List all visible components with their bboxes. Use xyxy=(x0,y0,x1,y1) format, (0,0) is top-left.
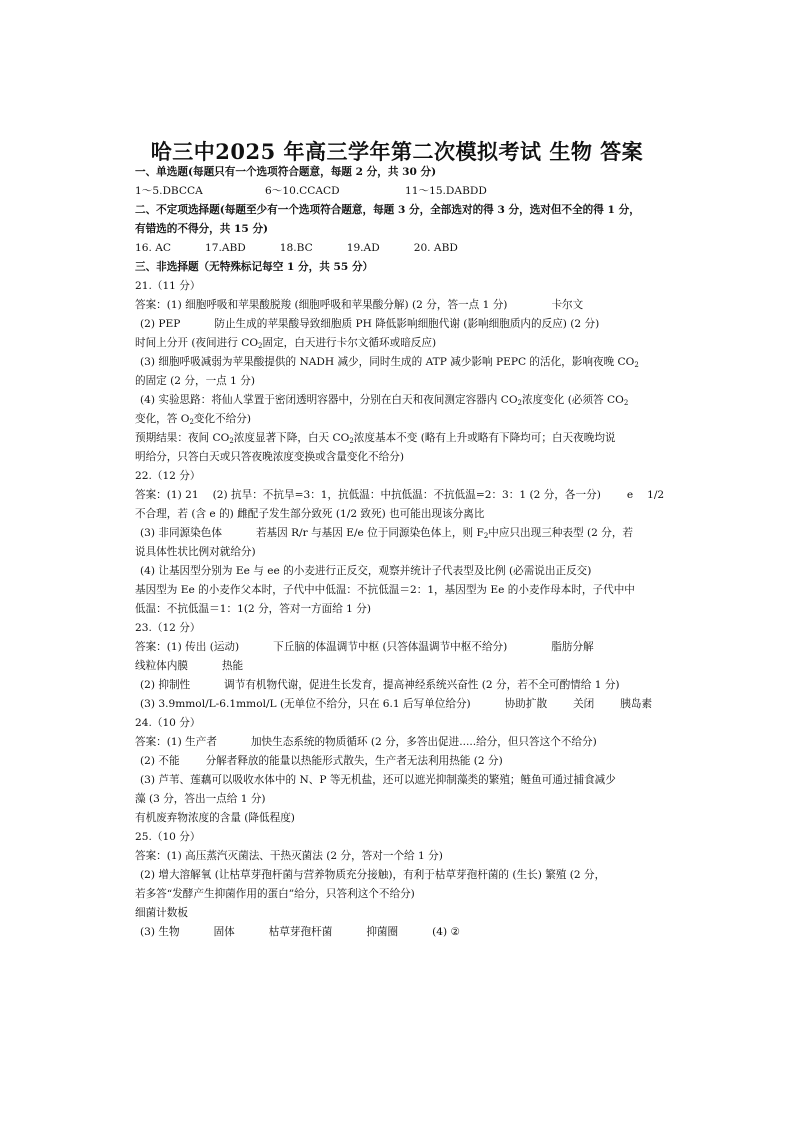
q23-text: 脂肪分解 xyxy=(551,641,594,653)
q22-text: (3) 非同源染色体 xyxy=(140,527,222,539)
q25-line: 答案：(1) 高压蒸汽灭菌法、干热灭菌法 (2 分，答对一个给 1 分) xyxy=(135,850,443,862)
subscript: 2 xyxy=(189,418,194,426)
q25-heading: 25.（10 分） xyxy=(135,831,201,843)
q21-heading: 21.（11 分） xyxy=(135,280,201,292)
q24-text: 加快生态系统的物质循环 (2 分，多答出促进.....给分，但只答这个不给分) xyxy=(250,736,597,748)
q23-line xyxy=(135,638,675,657)
q21-text: (4) 实验思路：将仙人掌置于密闭透明容器中，分别在白天和夜间测定容器内 CO xyxy=(140,394,518,406)
subscript: 2 xyxy=(258,342,263,350)
q25-text: 枯草芽孢杆菌 xyxy=(268,926,333,938)
q21-text: 答案：(1) 细胞呼吸和苹果酸脱羧 (细胞呼吸和苹果酸分解) (2 分，答一点 1 分) xyxy=(135,299,508,311)
q23-text: 调节有机物代谢，促进生长发育，提高神经系统兴奋性 (2 分，若不全可酌情给 1 分) xyxy=(224,679,620,691)
q21-line xyxy=(135,353,675,372)
q23-text: 热能 xyxy=(221,660,244,672)
q25-line: 细菌计数板 xyxy=(135,907,188,919)
answer-17: 17.ABD xyxy=(204,242,246,254)
q22-text: 若基因 R/r 与基因 E/e 位于同源染色体上，则 F xyxy=(255,527,484,539)
q24-text: (2) 不能 xyxy=(140,755,180,767)
q24-line xyxy=(135,752,675,771)
q23-text: 下丘脑的体温调节中枢 (只答体温调节中枢不给分) xyxy=(273,641,508,653)
answers-11-15: 11～15.DABDD xyxy=(405,185,487,197)
q22-line: (4) 让基因型分别为 Ee 与 ee 的小麦进行正反交，观察并统计子代表型及比例 (必需说出正反交) xyxy=(140,565,592,577)
q23-line xyxy=(135,695,675,714)
q23-text: (2) 抑制性 xyxy=(140,679,191,691)
section-1-answers xyxy=(135,182,675,201)
answer-body xyxy=(135,163,675,942)
q22-line xyxy=(135,524,675,543)
q23-text: (3) 3.9mmol/L-6.1mmol/L (无单位不给分，只在 6.1 后写单位给分) xyxy=(140,698,471,710)
q21-text: 浓度显著下降，白天 CO xyxy=(233,432,350,444)
q23-text: 协助扩散 xyxy=(504,698,548,710)
q24-heading: 24.（10 分） xyxy=(135,717,201,729)
q24-text: 答案：(1) 生产者 xyxy=(135,736,217,748)
subscript: 2 xyxy=(229,437,234,445)
q23-line xyxy=(135,657,675,676)
q25-text: 抑菌圈 xyxy=(366,926,399,938)
q21-line xyxy=(135,334,675,353)
q21-text: 固定，白天进行卡尔文循环或暗反应) xyxy=(262,337,437,349)
q21-text: 预期结果：夜间 CO xyxy=(135,432,230,444)
q21-text: (3) 细胞呼吸减弱为苹果酸提供的 NADH 减少，同时生成的 ATP 减少影响 PEPC 的活化，影响夜晚 CO xyxy=(140,356,635,368)
q22-text: 中应只出现三种表型 (2 分，若 xyxy=(488,527,634,539)
subscript: 2 xyxy=(517,399,522,407)
subscript: 2 xyxy=(623,399,629,407)
q25-line xyxy=(135,923,675,942)
q25-line: 若多答“发酵产生抑菌作用的蛋白”给分，只答利这个不给分) xyxy=(135,888,415,900)
q23-text: 线粒体内膜 xyxy=(135,660,188,672)
q24-line: 藻 (3 分，答出一点给 1 分) xyxy=(135,793,266,805)
q24-line: 有机废弃物浓度的含量 (降低程度) xyxy=(135,812,295,824)
q24-text: 分解者释放的能量以热能形式散失，生产者无法利用热能 (2 分) xyxy=(205,755,503,767)
q22-line: 基因型为 Ee 的小麦作父本时，子代中中低温：不抗低温＝2：1，基因型为 Ee 的小麦作母本时，子代中中 xyxy=(135,584,635,596)
section-2-header-line1: 二、不定项选择题(每题至少有一个选项符合题意，每题 3 分，全部选对的得 3 分，选对但不全的得 1 分， xyxy=(135,204,640,216)
q21-line: 的固定 (2 分，一点 1 分) xyxy=(135,375,255,387)
q21-text: 时间上分开 (夜间进行 CO xyxy=(135,337,259,349)
q23-text: 答案：(1) 传出 (运动) xyxy=(135,641,240,653)
q21-text: (2) PEP xyxy=(140,318,181,330)
q22-text: e xyxy=(626,489,634,501)
page-title: 哈三中2025 年高三学年第二次模拟考试 生物 答案 xyxy=(150,139,644,164)
q21-text: 卡尔文 xyxy=(551,299,584,311)
q24-line xyxy=(135,733,675,752)
answers-1-5: 1～5.DBCCA xyxy=(135,185,203,197)
q21-line: 明给分，只答白天或只答夜晚浓度变换或含量变化不给分) xyxy=(135,451,404,463)
q24-line: (3) 芦苇、莲藕可以吸收水体中的 N、P 等无机盐，还可以遮光抑制藻类的繁殖；鲢鱼可通过捕食减少 xyxy=(140,774,616,786)
q25-text: (4) ② xyxy=(432,926,460,938)
q22-line: 低温：不抗低温＝1：1(2 分，答对一方面给 1 分) xyxy=(135,603,372,615)
q21-line xyxy=(135,391,675,410)
subscript: 2 xyxy=(483,532,489,540)
q21-text: 浓度变化 (必须答 CO xyxy=(522,394,624,406)
section-2-answers xyxy=(135,239,675,258)
answers-6-10: 6～10.CCACD xyxy=(265,185,340,197)
q21-text: 防止生成的苹果酸导致细胞质 PH 降低影响细胞代谢 (影响细胞质内的反应) (2 分) xyxy=(214,318,600,330)
q21-line xyxy=(135,296,675,315)
q21-text: 变化不给分) xyxy=(193,413,252,425)
q25-text: 固体 xyxy=(213,926,235,938)
answer-18: 18.BC xyxy=(279,242,313,254)
q22-line: 说具体性状比例对就给分) xyxy=(135,546,256,558)
q23-heading: 23.（12 分） xyxy=(135,622,201,634)
subscript: 2 xyxy=(634,361,639,369)
q22-line: 不合理，若 (含 e 的) 雌配子发生部分致死 (1/2 致死) 也可能出现该分离比 xyxy=(135,508,485,520)
section-1-header: 一、单选题(每题只有一个选项符合题意，每题 2 分，共 30 分) xyxy=(135,166,437,178)
q22-heading: 22.（12 分） xyxy=(135,470,201,482)
q21-text: 变化，答 O xyxy=(135,413,190,425)
q22-line xyxy=(135,486,675,505)
q22-text: (2) 抗旱：不抗旱=3：1，抗低温：中抗低温：不抗低温=2：3：1 (2 分，各一分) xyxy=(212,489,601,501)
subscript: 2 xyxy=(349,437,354,445)
q23-line xyxy=(135,676,675,695)
answer-16: 16. AC xyxy=(135,242,171,254)
q22-text: 答案：(1) 21 xyxy=(135,489,199,501)
q25-line: (2) 增大溶解氧 (让枯草芽孢杆菌与营养物质充分接触)，有利于枯草芽孢杆菌的 (生长) 繁殖 (2 分， xyxy=(140,869,606,881)
q22-text: 1/2 xyxy=(647,489,665,501)
q21-line xyxy=(135,429,675,448)
q21-line xyxy=(135,315,675,334)
answer-20: 20. ABD xyxy=(413,242,458,254)
section-3-header: 三、非选择题（无特殊标记每空 1 分，共 55 分） xyxy=(135,261,374,273)
q21-line xyxy=(135,410,675,429)
section-2-header-line2: 有错选的不得分，共 15 分) xyxy=(135,223,269,235)
answer-19: 19.AD xyxy=(346,242,380,254)
q23-text: 关闭 xyxy=(573,698,595,710)
q21-text: 浓度基本不变 (略有上升或略有下降均可；白天夜晚均说 xyxy=(353,432,616,444)
q25-text: (3) 生物 xyxy=(140,926,180,938)
q23-text: 胰岛素 xyxy=(620,698,653,710)
